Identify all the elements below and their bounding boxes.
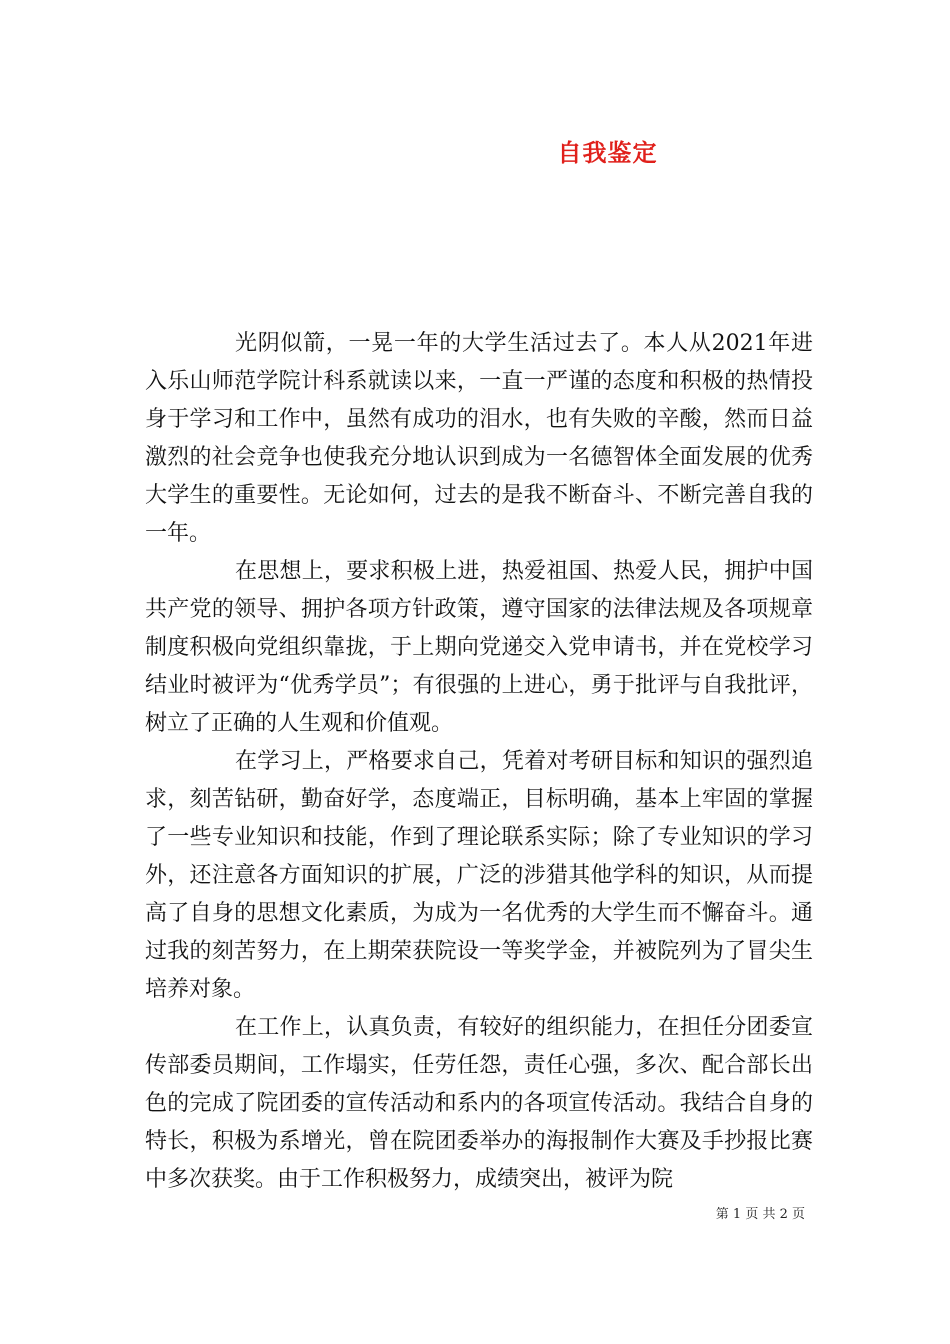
page-number-footer: 第 1 页 共 2 页: [715, 1207, 805, 1222]
paragraph-intro: 光阴似箭，一晃一年的大学生活过去了。本人从2021年进入乐山师范学院计科系就读以来，一直一严谨的态度和积极的热情投身于学习和工作中，虽然有成功的泪水，也有失败的辛酸，然而日益激烈的社会竞争也使我充分地认识到成为一名德智体全面发展的优秀大学生的重要性。无论如何，过去的是我不断奋斗、不断完善自我的一年。: [145, 331, 813, 546]
document-title: 自我鉴定: [557, 138, 658, 167]
paragraph-thought: 在思想上，要求积极上进，热爱祖国、热爱人民，拥护中国共产党的领导、拥护各项方针政策，遵守国家的法律法规及各项规章制度积极向党组织靠拢，于上期向党递交入党申请书，并在党校学习结业时被评为“优秀学员”；有很强的上进心，勇于批评与自我批评，树立了正确的人生观和价值观。: [145, 559, 813, 736]
document-body: [145, 325, 813, 1199]
paragraph-study: 在学习上，严格要求自己，凭着对考研目标和知识的强烈追求，刻苦钻研，勤奋好学，态度端正，目标明确，基本上牢固的掌握了一些专业知识和技能，作到了理论联系实际；除了专业知识的学习外，还注意各方面知识的扩展，广泛的涉猎其他学科的知识，从而提高了自身的思想文化素质，为成为一名优秀的大学生而不懈奋斗。通过我的刻苦努力，在上期荣获院设一等奖学金，并被院列为了冒尖生培养对象。: [145, 749, 813, 1002]
paragraph-work: 在工作上，认真负责，有较好的组织能力，在担任分团委宣传部委员期间，工作塌实，任劳任怨，责任心强，多次、配合部长出色的完成了院团委的宣传活动和系内的各项宣传活动。我结合自身的特长，积极为系增光，曾在院团委举办的海报制作大赛及手抄报比赛中多次获奖。由于工作积极努力，成绩突出，被评为院: [145, 1015, 813, 1192]
